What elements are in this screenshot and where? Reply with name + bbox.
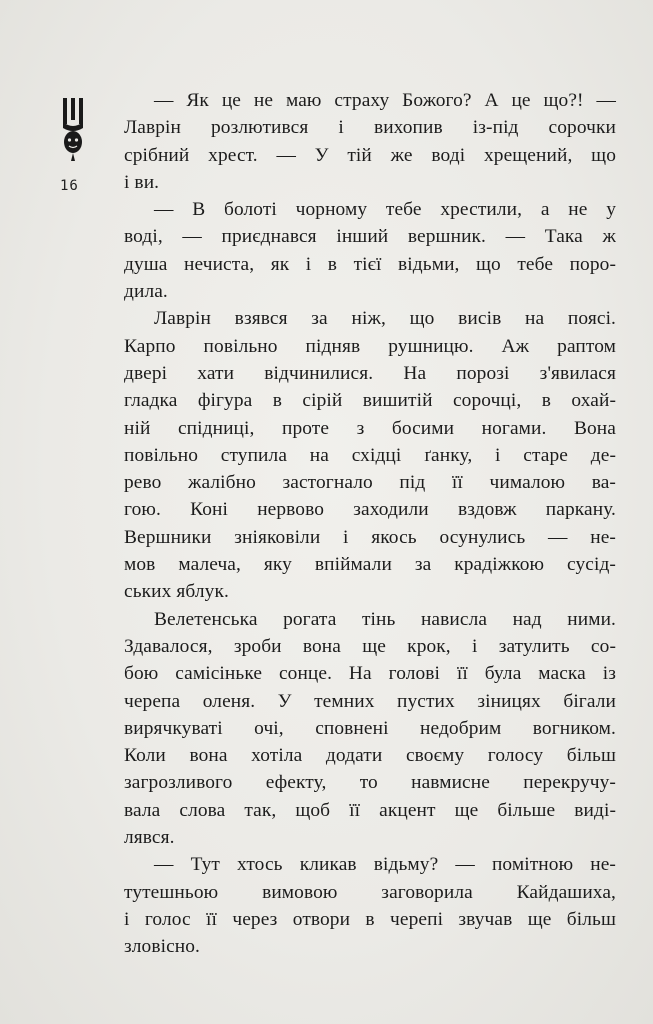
- text-line: бою самісіньке сонце. На голові її була маска із: [124, 663, 616, 685]
- text-line: лявся.: [124, 827, 175, 849]
- text-line: рево жалібно застогнало під її чималою ва-: [124, 472, 616, 494]
- text-line: Велетенська рогата тінь нависла над ними.: [154, 608, 616, 630]
- body-text: [124, 87, 616, 961]
- text-line: Коли вона хотіла додати своєму голосу більш: [124, 745, 616, 767]
- text-line: тутешньою вимовою заговорила Кайдашиха,: [124, 881, 616, 903]
- text-line: душа нечиста, як і в тієї відьми, що тебе поро-: [124, 253, 616, 275]
- text-line: зловісно.: [124, 936, 201, 958]
- text-line: — В болоті чорному тебе хрестили, а не у: [154, 199, 616, 221]
- text-line: і голос її через отвори в черепі звучав ще більш: [124, 908, 616, 930]
- text-line: Карпо повільно підняв рушницю. Аж раптом: [124, 335, 616, 357]
- text-line: і ви.: [124, 171, 160, 193]
- text-line: двері хати відчинилися. На порозі з'явилася: [124, 362, 616, 384]
- fork-face-emblem-icon: [60, 98, 86, 162]
- text-line: вирячкуваті очі, сповнені недобрим вогником.: [124, 717, 616, 739]
- text-line: гою. Коні нервово заходили вздовж паркану.: [124, 499, 616, 521]
- text-line: гладка фігура в сірій вишитій сорочці, в охай-: [124, 390, 616, 412]
- text-line: — Як це не маю страху Божого? А це що?! —: [154, 90, 616, 111]
- text-line: Вершники зніяковіли і якось осунулись — не-: [124, 526, 616, 548]
- text-line: Лаврін розлютився і вихопив із-під сорочки: [124, 117, 616, 139]
- text-line: воді, — приєднався інший вершник. — Така ж: [124, 226, 616, 248]
- text-line: — Тут хтось кликав відьму? — помітною не-: [154, 854, 616, 876]
- text-line: Лаврін взявся за ніж, що висів на поясі.: [154, 308, 616, 330]
- page-number: 16: [60, 178, 79, 194]
- text-line: черепа оленя. У темних пустих зіницях бігали: [124, 690, 616, 712]
- text-line: мов малеча, яку впіймали за крадіжкою сусід-: [124, 554, 616, 576]
- text-line: ній спідниці, проте з босими ногами. Вона: [124, 417, 616, 439]
- text-line: дила.: [124, 281, 168, 303]
- text-line: повільно ступила на східці ґанку, і старе де-: [124, 444, 616, 466]
- text-line: ських яблук.: [124, 581, 229, 603]
- text-line: срібний хрест. — У тій же воді хрещений, що: [124, 144, 616, 166]
- text-line: загрозливого ефекту, то навмисне перекручу-: [124, 772, 616, 794]
- text-line: вала слова так, щоб її акцент ще більше виді-: [124, 799, 616, 821]
- text-line: Здавалося, зроби вона ще крок, і затулить со-: [124, 635, 616, 657]
